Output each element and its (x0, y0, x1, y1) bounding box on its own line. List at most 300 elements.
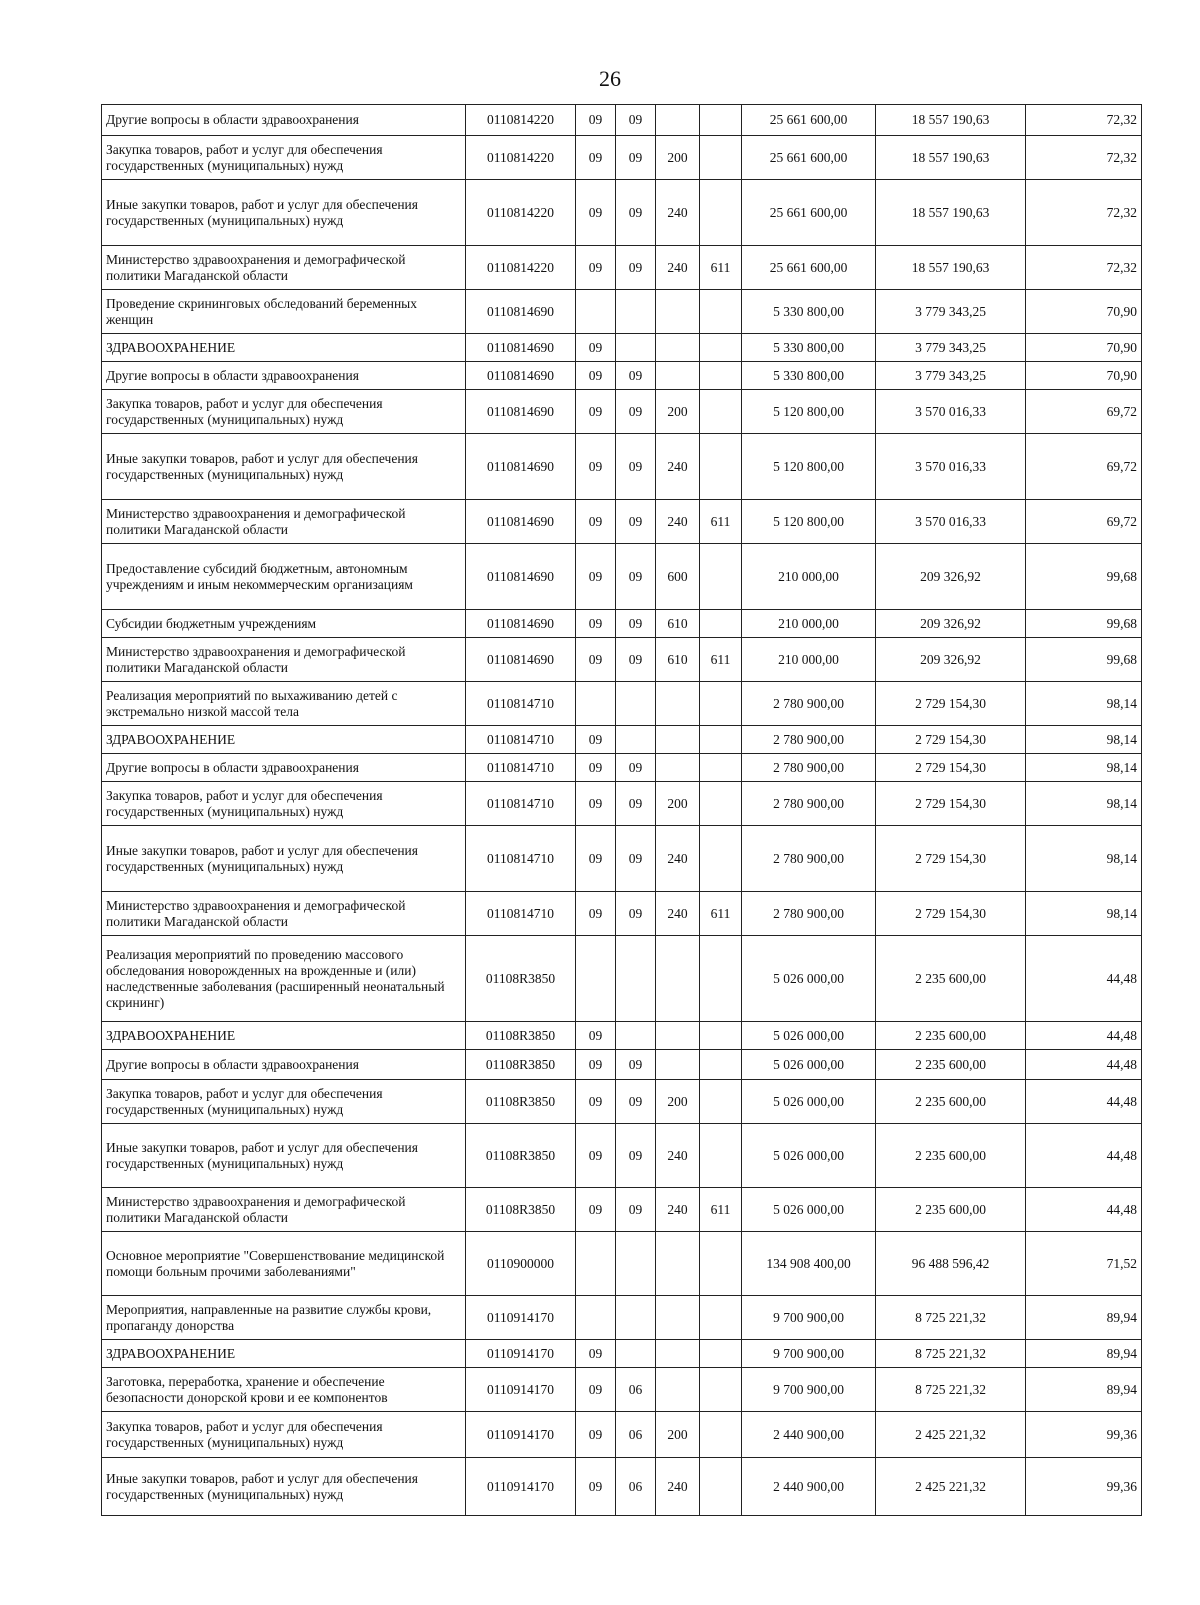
section-code: 09 (576, 334, 616, 362)
table-row (102, 362, 1142, 390)
expense-type-code: 240 (656, 500, 700, 544)
cs-code: 0110814690 (466, 290, 576, 334)
execution-percent: 44,48 (1026, 1188, 1142, 1232)
table-row (102, 105, 1142, 136)
row-name: Иные закупки товаров, работ и услуг для обеспечения государственных (муниципальных) нужд (102, 1124, 466, 1188)
table-row (102, 334, 1142, 362)
cs-code: 0110914170 (466, 1412, 576, 1458)
section-code: 09 (576, 1124, 616, 1188)
row-name: ЗДРАВООХРАНЕНИЕ (102, 1022, 466, 1050)
subsection-code: 09 (616, 1124, 656, 1188)
administrator-code: 611 (700, 638, 742, 682)
administrator-code (700, 782, 742, 826)
subsection-code: 09 (616, 638, 656, 682)
execution-percent: 99,36 (1026, 1412, 1142, 1458)
executed-amount: 3 570 016,33 (876, 434, 1026, 500)
row-name: Другие вопросы в области здравоохранения (102, 105, 466, 136)
planned-amount: 5 120 800,00 (742, 434, 876, 500)
administrator-code (700, 936, 742, 1022)
planned-amount: 5 120 800,00 (742, 390, 876, 434)
executed-amount: 2 235 600,00 (876, 1124, 1026, 1188)
planned-amount: 9 700 900,00 (742, 1368, 876, 1412)
executed-amount: 3 570 016,33 (876, 500, 1026, 544)
expense-type-code: 240 (656, 180, 700, 246)
subsection-code: 09 (616, 390, 656, 434)
cs-code: 0110814220 (466, 246, 576, 290)
administrator-code (700, 1124, 742, 1188)
executed-amount: 3 779 343,25 (876, 334, 1026, 362)
execution-percent: 69,72 (1026, 434, 1142, 500)
planned-amount: 210 000,00 (742, 638, 876, 682)
section-code: 09 (576, 1412, 616, 1458)
expense-type-code: 240 (656, 892, 700, 936)
administrator-code: 611 (700, 1188, 742, 1232)
administrator-code (700, 1022, 742, 1050)
administrator-code (700, 1232, 742, 1296)
administrator-code: 611 (700, 246, 742, 290)
subsection-code: 09 (616, 1050, 656, 1080)
execution-percent: 89,94 (1026, 1340, 1142, 1368)
executed-amount: 8 725 221,32 (876, 1368, 1026, 1412)
table-row (102, 1368, 1142, 1412)
executed-amount: 2 729 154,30 (876, 682, 1026, 726)
table-row (102, 782, 1142, 826)
administrator-code (700, 726, 742, 754)
cs-code: 01108R3850 (466, 1188, 576, 1232)
section-code: 09 (576, 1340, 616, 1368)
section-code: 09 (576, 136, 616, 180)
execution-percent: 89,94 (1026, 1296, 1142, 1340)
section-code: 09 (576, 246, 616, 290)
row-name: Реализация мероприятий по проведению массового обследования новорожденных на врожденные и (или) наследственные заболевания (расширенный неонатальный скрининг) (102, 936, 466, 1022)
cs-code: 0110814710 (466, 826, 576, 892)
table-row (102, 682, 1142, 726)
cs-code: 0110814690 (466, 500, 576, 544)
administrator-code (700, 390, 742, 434)
execution-percent: 98,14 (1026, 892, 1142, 936)
administrator-code (700, 1050, 742, 1080)
subsection-code: 09 (616, 826, 656, 892)
execution-percent: 99,36 (1026, 1458, 1142, 1516)
administrator-code (700, 1458, 742, 1516)
executed-amount: 2 729 154,30 (876, 892, 1026, 936)
subsection-code (616, 726, 656, 754)
executed-amount: 18 557 190,63 (876, 105, 1026, 136)
execution-percent: 89,94 (1026, 1368, 1142, 1412)
expense-type-code: 610 (656, 610, 700, 638)
expense-type-code (656, 1022, 700, 1050)
execution-percent: 72,32 (1026, 180, 1142, 246)
administrator-code (700, 1412, 742, 1458)
executed-amount: 2 235 600,00 (876, 936, 1026, 1022)
planned-amount: 5 026 000,00 (742, 936, 876, 1022)
table-row (102, 1080, 1142, 1124)
table-row (102, 1124, 1142, 1188)
execution-percent: 98,14 (1026, 754, 1142, 782)
cs-code: 01108R3850 (466, 1124, 576, 1188)
row-name: Иные закупки товаров, работ и услуг для обеспечения государственных (муниципальных) нужд (102, 826, 466, 892)
section-code (576, 1296, 616, 1340)
table-row (102, 1188, 1142, 1232)
row-name: Иные закупки товаров, работ и услуг для обеспечения государственных (муниципальных) нужд (102, 1458, 466, 1516)
table-row (102, 1050, 1142, 1080)
cs-code: 0110914170 (466, 1296, 576, 1340)
cs-code: 01108R3850 (466, 936, 576, 1022)
cs-code: 0110914170 (466, 1368, 576, 1412)
row-name: Министерство здравоохранения и демографической политики Магаданской области (102, 500, 466, 544)
expense-type-code: 200 (656, 1412, 700, 1458)
administrator-code (700, 1080, 742, 1124)
subsection-code (616, 290, 656, 334)
execution-percent: 44,48 (1026, 1124, 1142, 1188)
section-code: 09 (576, 1458, 616, 1516)
administrator-code (700, 682, 742, 726)
table-row (102, 434, 1142, 500)
planned-amount: 5 026 000,00 (742, 1124, 876, 1188)
administrator-code (700, 826, 742, 892)
executed-amount: 18 557 190,63 (876, 246, 1026, 290)
table-row (102, 1458, 1142, 1516)
planned-amount: 2 780 900,00 (742, 782, 876, 826)
table-row (102, 936, 1142, 1022)
subsection-code: 09 (616, 544, 656, 610)
cs-code: 0110814710 (466, 726, 576, 754)
planned-amount: 5 026 000,00 (742, 1022, 876, 1050)
executed-amount: 3 570 016,33 (876, 390, 1026, 434)
subsection-code: 09 (616, 782, 656, 826)
expense-type-code (656, 105, 700, 136)
execution-percent: 70,90 (1026, 290, 1142, 334)
table-row (102, 610, 1142, 638)
row-name: Закупка товаров, работ и услуг для обеспечения государственных (муниципальных) нужд (102, 782, 466, 826)
table-row (102, 180, 1142, 246)
executed-amount: 2 235 600,00 (876, 1188, 1026, 1232)
administrator-code (700, 362, 742, 390)
page-number: 26 (599, 66, 621, 91)
row-name: Министерство здравоохранения и демографической политики Магаданской области (102, 638, 466, 682)
expense-type-code (656, 682, 700, 726)
planned-amount: 25 661 600,00 (742, 136, 876, 180)
expense-type-code (656, 726, 700, 754)
subsection-code: 09 (616, 105, 656, 136)
section-code: 09 (576, 105, 616, 136)
subsection-code (616, 1022, 656, 1050)
table-row (102, 726, 1142, 754)
planned-amount: 2 780 900,00 (742, 892, 876, 936)
row-name: Другие вопросы в области здравоохранения (102, 1050, 466, 1080)
administrator-code (700, 434, 742, 500)
planned-amount: 5 330 800,00 (742, 290, 876, 334)
section-code: 09 (576, 500, 616, 544)
cs-code: 0110914170 (466, 1340, 576, 1368)
expense-type-code: 200 (656, 390, 700, 434)
table-row (102, 290, 1142, 334)
budget-table (101, 104, 1142, 1516)
row-name: Субсидии бюджетным учреждениям (102, 610, 466, 638)
row-name: Предоставление субсидий бюджетным, автономным учреждениям и иным некоммерческим организациям (102, 544, 466, 610)
subsection-code: 09 (616, 246, 656, 290)
section-code: 09 (576, 826, 616, 892)
cs-code: 0110814710 (466, 682, 576, 726)
cs-code: 0110814690 (466, 638, 576, 682)
row-name: Министерство здравоохранения и демографической политики Магаданской области (102, 1188, 466, 1232)
administrator-code (700, 334, 742, 362)
execution-percent: 44,48 (1026, 1050, 1142, 1080)
row-name: Проведение скрининговых обследований беременных женщин (102, 290, 466, 334)
section-code: 09 (576, 1050, 616, 1080)
planned-amount: 25 661 600,00 (742, 105, 876, 136)
row-name: Закупка товаров, работ и услуг для обеспечения государственных (муниципальных) нужд (102, 136, 466, 180)
cs-code: 01108R3850 (466, 1022, 576, 1050)
subsection-code (616, 682, 656, 726)
row-name: Закупка товаров, работ и услуг для обеспечения государственных (муниципальных) нужд (102, 390, 466, 434)
section-code (576, 290, 616, 334)
expense-type-code: 240 (656, 1124, 700, 1188)
expense-type-code: 610 (656, 638, 700, 682)
row-name: Министерство здравоохранения и демографической политики Магаданской области (102, 892, 466, 936)
subsection-code (616, 936, 656, 1022)
expense-type-code (656, 1232, 700, 1296)
table-body (102, 105, 1142, 1516)
cs-code: 0110814710 (466, 782, 576, 826)
row-name: Мероприятия, направленные на развитие службы крови, пропаганду донорства (102, 1296, 466, 1340)
planned-amount: 5 026 000,00 (742, 1050, 876, 1080)
execution-percent: 44,48 (1026, 1022, 1142, 1050)
section-code: 09 (576, 610, 616, 638)
subsection-code (616, 1340, 656, 1368)
expense-type-code: 240 (656, 434, 700, 500)
section-code: 09 (576, 1368, 616, 1412)
execution-percent: 98,14 (1026, 682, 1142, 726)
executed-amount: 2 425 221,32 (876, 1458, 1026, 1516)
table-row (102, 544, 1142, 610)
expense-type-code (656, 1368, 700, 1412)
cs-code: 01108R3850 (466, 1080, 576, 1124)
subsection-code: 09 (616, 180, 656, 246)
execution-percent: 99,68 (1026, 544, 1142, 610)
execution-percent: 72,32 (1026, 136, 1142, 180)
planned-amount: 2 440 900,00 (742, 1458, 876, 1516)
subsection-code: 09 (616, 1080, 656, 1124)
executed-amount: 96 488 596,42 (876, 1232, 1026, 1296)
cs-code: 0110814690 (466, 334, 576, 362)
section-code: 09 (576, 638, 616, 682)
administrator-code (700, 610, 742, 638)
section-code: 09 (576, 754, 616, 782)
expense-type-code (656, 334, 700, 362)
cs-code: 0110814220 (466, 136, 576, 180)
cs-code: 0110914170 (466, 1458, 576, 1516)
row-name: Основное мероприятие "Совершенствование медицинской помощи больным прочими заболеваниями" (102, 1232, 466, 1296)
section-code: 09 (576, 544, 616, 610)
row-name: Другие вопросы в области здравоохранения (102, 754, 466, 782)
executed-amount: 2 729 154,30 (876, 826, 1026, 892)
section-code (576, 682, 616, 726)
planned-amount: 134 908 400,00 (742, 1232, 876, 1296)
row-name: Закупка товаров, работ и услуг для обеспечения государственных (муниципальных) нужд (102, 1412, 466, 1458)
executed-amount: 209 326,92 (876, 610, 1026, 638)
execution-percent: 98,14 (1026, 826, 1142, 892)
table-row (102, 136, 1142, 180)
planned-amount: 5 026 000,00 (742, 1080, 876, 1124)
row-name: Министерство здравоохранения и демографической политики Магаданской области (102, 246, 466, 290)
expense-type-code: 240 (656, 1458, 700, 1516)
executed-amount: 3 779 343,25 (876, 290, 1026, 334)
row-name: ЗДРАВООХРАНЕНИЕ (102, 334, 466, 362)
table-row (102, 1232, 1142, 1296)
table-row (102, 1340, 1142, 1368)
table-row (102, 1022, 1142, 1050)
cs-code: 0110814690 (466, 362, 576, 390)
expense-type-code (656, 362, 700, 390)
executed-amount: 2 729 154,30 (876, 754, 1026, 782)
expense-type-code: 240 (656, 826, 700, 892)
administrator-code (700, 1340, 742, 1368)
execution-percent: 99,68 (1026, 610, 1142, 638)
executed-amount: 18 557 190,63 (876, 136, 1026, 180)
section-code: 09 (576, 782, 616, 826)
planned-amount: 2 780 900,00 (742, 826, 876, 892)
execution-percent: 72,32 (1026, 105, 1142, 136)
subsection-code: 06 (616, 1412, 656, 1458)
cs-code: 0110814690 (466, 610, 576, 638)
planned-amount: 9 700 900,00 (742, 1296, 876, 1340)
cs-code: 0110814690 (466, 390, 576, 434)
planned-amount: 2 780 900,00 (742, 682, 876, 726)
subsection-code: 09 (616, 136, 656, 180)
subsection-code: 09 (616, 362, 656, 390)
administrator-code (700, 180, 742, 246)
section-code: 09 (576, 390, 616, 434)
executed-amount: 2 235 600,00 (876, 1080, 1026, 1124)
cs-code: 0110900000 (466, 1232, 576, 1296)
administrator-code (700, 290, 742, 334)
execution-percent: 69,72 (1026, 500, 1142, 544)
section-code: 09 (576, 180, 616, 246)
execution-percent: 70,90 (1026, 362, 1142, 390)
table-row (102, 754, 1142, 782)
row-name: ЗДРАВООХРАНЕНИЕ (102, 726, 466, 754)
planned-amount: 2 440 900,00 (742, 1412, 876, 1458)
planned-amount: 2 780 900,00 (742, 726, 876, 754)
administrator-code (700, 105, 742, 136)
executed-amount: 2 235 600,00 (876, 1050, 1026, 1080)
executed-amount: 209 326,92 (876, 544, 1026, 610)
table-row (102, 246, 1142, 290)
execution-percent: 71,52 (1026, 1232, 1142, 1296)
subsection-code: 06 (616, 1368, 656, 1412)
subsection-code: 09 (616, 610, 656, 638)
expense-type-code (656, 290, 700, 334)
section-code (576, 1232, 616, 1296)
planned-amount: 25 661 600,00 (742, 246, 876, 290)
executed-amount: 2 235 600,00 (876, 1022, 1026, 1050)
expense-type-code: 200 (656, 136, 700, 180)
administrator-code (700, 1296, 742, 1340)
planned-amount: 210 000,00 (742, 610, 876, 638)
section-code (576, 936, 616, 1022)
row-name: Реализация мероприятий по выхаживанию детей с экстремально низкой массой тела (102, 682, 466, 726)
table-row (102, 892, 1142, 936)
cs-code: 01108R3850 (466, 1050, 576, 1080)
administrator-code: 611 (700, 500, 742, 544)
expense-type-code (656, 1050, 700, 1080)
executed-amount: 2 729 154,30 (876, 726, 1026, 754)
cs-code: 0110814220 (466, 105, 576, 136)
execution-percent: 72,32 (1026, 246, 1142, 290)
subsection-code: 09 (616, 754, 656, 782)
administrator-code: 611 (700, 892, 742, 936)
executed-amount: 8 725 221,32 (876, 1296, 1026, 1340)
administrator-code (700, 754, 742, 782)
table-row (102, 1412, 1142, 1458)
section-code: 09 (576, 1188, 616, 1232)
subsection-code: 09 (616, 892, 656, 936)
section-code: 09 (576, 892, 616, 936)
subsection-code (616, 1296, 656, 1340)
cs-code: 0110814710 (466, 754, 576, 782)
section-code: 09 (576, 434, 616, 500)
execution-percent: 44,48 (1026, 936, 1142, 1022)
planned-amount: 25 661 600,00 (742, 180, 876, 246)
planned-amount: 5 330 800,00 (742, 362, 876, 390)
row-name: Другие вопросы в области здравоохранения (102, 362, 466, 390)
subsection-code: 09 (616, 434, 656, 500)
expense-type-code: 240 (656, 246, 700, 290)
expense-type-code: 200 (656, 1080, 700, 1124)
planned-amount: 5 026 000,00 (742, 1188, 876, 1232)
expense-type-code (656, 1296, 700, 1340)
subsection-code (616, 334, 656, 362)
expense-type-code: 240 (656, 1188, 700, 1232)
cs-code: 0110814690 (466, 544, 576, 610)
cs-code: 0110814220 (466, 180, 576, 246)
section-code: 09 (576, 726, 616, 754)
execution-percent: 44,48 (1026, 1080, 1142, 1124)
section-code: 09 (576, 1022, 616, 1050)
planned-amount: 210 000,00 (742, 544, 876, 610)
table-row (102, 500, 1142, 544)
executed-amount: 209 326,92 (876, 638, 1026, 682)
planned-amount: 9 700 900,00 (742, 1340, 876, 1368)
table-row (102, 638, 1142, 682)
table-row (102, 390, 1142, 434)
execution-percent: 98,14 (1026, 782, 1142, 826)
executed-amount: 8 725 221,32 (876, 1340, 1026, 1368)
table-row (102, 1296, 1142, 1340)
row-name: Закупка товаров, работ и услуг для обеспечения государственных (муниципальных) нужд (102, 1080, 466, 1124)
planned-amount: 5 120 800,00 (742, 500, 876, 544)
executed-amount: 2 425 221,32 (876, 1412, 1026, 1458)
expense-type-code (656, 754, 700, 782)
execution-percent: 70,90 (1026, 334, 1142, 362)
cs-code: 0110814710 (466, 892, 576, 936)
execution-percent: 98,14 (1026, 726, 1142, 754)
expense-type-code (656, 1340, 700, 1368)
executed-amount: 18 557 190,63 (876, 180, 1026, 246)
executed-amount: 2 729 154,30 (876, 782, 1026, 826)
expense-type-code: 600 (656, 544, 700, 610)
planned-amount: 2 780 900,00 (742, 754, 876, 782)
row-name: Иные закупки товаров, работ и услуг для обеспечения государственных (муниципальных) нужд (102, 180, 466, 246)
expense-type-code (656, 936, 700, 1022)
cs-code: 0110814690 (466, 434, 576, 500)
section-code: 09 (576, 1080, 616, 1124)
execution-percent: 69,72 (1026, 390, 1142, 434)
table-row (102, 826, 1142, 892)
subsection-code (616, 1232, 656, 1296)
administrator-code (700, 544, 742, 610)
